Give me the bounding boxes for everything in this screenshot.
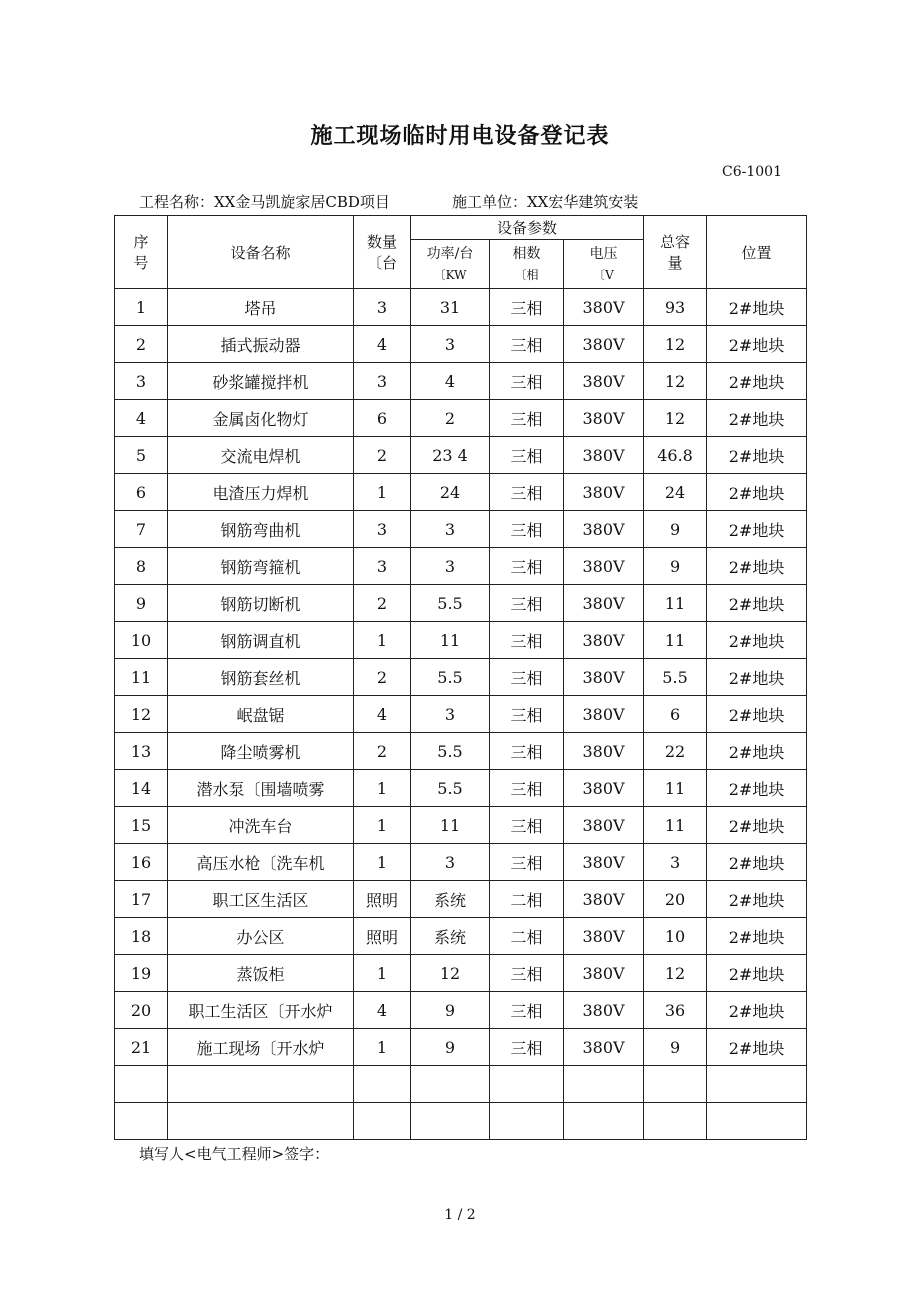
cell-voltage: 380V [564,696,644,733]
table-row [115,733,807,770]
cell-voltage [564,1066,644,1103]
cell-seq [115,1103,168,1140]
header-name: 设备名称 [168,216,354,289]
table-row [115,659,807,696]
table-row [115,807,807,844]
cell-voltage: 380V [564,622,644,659]
cell-name: 钢筋弯箍机 [168,548,354,585]
cell-location: 2#地块 [707,844,807,881]
cell-power: 23 4 [411,437,490,474]
cell-location: 2#地块 [707,992,807,1029]
header-phase-line1: 相数 [512,245,541,262]
cell-location [707,1103,807,1140]
cell-phase: 二相 [490,918,564,955]
cell-total [644,1066,707,1103]
cell-power: 系统 [411,881,490,918]
cell-voltage: 380V [564,289,644,326]
cell-power: 9 [411,1029,490,1066]
cell-total: 9 [644,1029,707,1066]
header-qty [354,216,411,289]
table-row [115,437,807,474]
cell-phase: 三相 [490,659,564,696]
cell-seq: 7 [115,511,168,548]
cell-total: 46.8 [644,437,707,474]
cell-name: 金属卤化物灯 [168,400,354,437]
cell-qty: 2 [354,659,411,696]
cell-name: 钢筋套丝机 [168,659,354,696]
cell-voltage: 380V [564,474,644,511]
cell-location: 2#地块 [707,770,807,807]
cell-seq: 16 [115,844,168,881]
cell-phase: 三相 [490,326,564,363]
cell-location: 2#地块 [707,918,807,955]
cell-voltage: 380V [564,400,644,437]
cell-voltage: 380V [564,326,644,363]
cell-qty: 1 [354,474,411,511]
cell-power: 3 [411,511,490,548]
cell-voltage: 380V [564,511,644,548]
cell-name: 钢筋切断机 [168,585,354,622]
cell-seq: 3 [115,363,168,400]
cell-name: 钢筋弯曲机 [168,511,354,548]
cell-voltage: 380V [564,363,644,400]
cell-phase: 三相 [490,770,564,807]
cell-total: 11 [644,770,707,807]
cell-total: 9 [644,511,707,548]
equipment-register-table [114,215,807,1140]
cell-location: 2#地块 [707,548,807,585]
cell-voltage: 380V [564,918,644,955]
cell-seq: 17 [115,881,168,918]
cell-qty: 1 [354,807,411,844]
table-row [115,918,807,955]
cell-location: 2#地块 [707,400,807,437]
cell-power: 5.5 [411,659,490,696]
cell-name: 冲洗车台 [168,807,354,844]
cell-qty: 4 [354,326,411,363]
cell-phase: 三相 [490,733,564,770]
cell-total: 11 [644,622,707,659]
page-number: 1 / 2 [444,1207,476,1223]
cell-location: 2#地块 [707,733,807,770]
cell-location: 2#地块 [707,696,807,733]
cell-phase: 三相 [490,400,564,437]
cell-voltage [564,1103,644,1140]
cell-total: 5.5 [644,659,707,696]
cell-qty: 照明 [354,881,411,918]
cell-power: 5.5 [411,585,490,622]
cell-total: 12 [644,400,707,437]
cell-phase: 三相 [490,548,564,585]
cell-power: 31 [411,289,490,326]
cell-name: 交流电焊机 [168,437,354,474]
cell-phase: 三相 [490,622,564,659]
cell-voltage: 380V [564,770,644,807]
cell-qty: 3 [354,548,411,585]
cell-qty: 2 [354,437,411,474]
table-row [115,585,807,622]
table-row [115,548,807,585]
cell-location: 2#地块 [707,585,807,622]
cell-power: 3 [411,844,490,881]
cell-name: 砂浆罐搅拌机 [168,363,354,400]
cell-name: 降尘喷雾机 [168,733,354,770]
cell-total: 12 [644,363,707,400]
header-seq-line2: 号 [133,254,149,272]
cell-name: 电渣压力焊机 [168,474,354,511]
header-power-line2: 〔KW [433,267,467,282]
cell-name: 高压水枪〔洗车机 [168,844,354,881]
cell-total: 11 [644,585,707,622]
table-row [115,955,807,992]
cell-name: 施工现场〔开水炉 [168,1029,354,1066]
table-row [115,770,807,807]
cell-power: 3 [411,696,490,733]
form-code: C6-1001 [722,164,782,180]
cell-seq: 2 [115,326,168,363]
cell-seq: 21 [115,1029,168,1066]
cell-phase: 三相 [490,363,564,400]
cell-seq: 14 [115,770,168,807]
cell-location [707,1066,807,1103]
cell-total: 22 [644,733,707,770]
cell-seq: 8 [115,548,168,585]
table-row [115,400,807,437]
cell-voltage: 380V [564,437,644,474]
cell-qty: 2 [354,733,411,770]
cell-location: 2#地块 [707,474,807,511]
header-power-line1: 功率/台 [426,245,474,262]
cell-name: 职工区生活区 [168,881,354,918]
cell-power: 11 [411,622,490,659]
cell-seq: 20 [115,992,168,1029]
cell-qty: 1 [354,622,411,659]
cell-seq: 5 [115,437,168,474]
header-seq [115,216,168,289]
cell-qty: 1 [354,955,411,992]
cell-seq: 12 [115,696,168,733]
cell-power [411,1103,490,1140]
cell-seq: 10 [115,622,168,659]
cell-qty: 照明 [354,918,411,955]
header-total-line1: 总容 [660,233,691,251]
cell-name: 办公区 [168,918,354,955]
table-row [115,881,807,918]
cell-voltage: 380V [564,844,644,881]
cell-seq: 9 [115,585,168,622]
cell-power: 系统 [411,918,490,955]
header-seq-line1: 序 [133,233,149,251]
cell-name: 职工生活区〔开水炉 [168,992,354,1029]
cell-voltage: 380V [564,992,644,1029]
header-total [644,216,707,289]
header-qty-line1: 数量 [366,233,397,251]
cell-total: 20 [644,881,707,918]
cell-total: 9 [644,548,707,585]
cell-seq [115,1066,168,1103]
cell-location: 2#地块 [707,289,807,326]
header-power [411,240,490,289]
header-phase [490,240,564,289]
cell-phase: 三相 [490,992,564,1029]
cell-power: 24 [411,474,490,511]
cell-power: 2 [411,400,490,437]
cell-qty: 6 [354,400,411,437]
cell-power: 12 [411,955,490,992]
table-row [115,326,807,363]
cell-phase [490,1066,564,1103]
cell-name: 钢筋调直机 [168,622,354,659]
cell-location: 2#地块 [707,511,807,548]
cell-power: 3 [411,548,490,585]
cell-total: 12 [644,326,707,363]
project-name: 工程名称：XX金马凯旋家居CBD项目 [139,193,390,211]
cell-qty [354,1066,411,1103]
cell-seq: 6 [115,474,168,511]
cell-location: 2#地块 [707,1029,807,1066]
header-voltage [564,240,644,289]
cell-voltage: 380V [564,585,644,622]
cell-power: 11 [411,807,490,844]
cell-power [411,1066,490,1103]
cell-location: 2#地块 [707,955,807,992]
cell-total: 12 [644,955,707,992]
cell-qty: 3 [354,511,411,548]
cell-seq: 11 [115,659,168,696]
cell-total: 11 [644,807,707,844]
cell-qty: 1 [354,1029,411,1066]
cell-phase: 三相 [490,955,564,992]
cell-qty: 2 [354,585,411,622]
table-row [115,844,807,881]
cell-phase: 三相 [490,807,564,844]
cell-phase: 二相 [490,881,564,918]
cell-location: 2#地块 [707,622,807,659]
cell-location: 2#地块 [707,807,807,844]
cell-voltage: 380V [564,807,644,844]
table-row [115,992,807,1029]
cell-power: 9 [411,992,490,1029]
cell-voltage: 380V [564,881,644,918]
cell-total: 93 [644,289,707,326]
cell-location: 2#地块 [707,881,807,918]
cell-phase: 三相 [490,585,564,622]
cell-phase: 三相 [490,511,564,548]
signature-label: 填写人<电气工程师>签字： [139,1145,330,1163]
cell-voltage: 380V [564,1029,644,1066]
cell-name: 塔吊 [168,289,354,326]
cell-name [168,1103,354,1140]
cell-total: 6 [644,696,707,733]
header-voltage-line1: 电压 [589,245,618,262]
cell-qty [354,1103,411,1140]
table-row [115,1103,807,1140]
header-qty-line2: 〔台 [366,254,397,272]
table-row [115,622,807,659]
cell-location: 2#地块 [707,659,807,696]
cell-location: 2#地块 [707,363,807,400]
table-row [115,474,807,511]
cell-phase: 三相 [490,474,564,511]
cell-total: 24 [644,474,707,511]
cell-seq: 1 [115,289,168,326]
cell-total: 3 [644,844,707,881]
cell-total: 10 [644,918,707,955]
cell-phase [490,1103,564,1140]
cell-name: 插式振动器 [168,326,354,363]
header-phase-line2: 〔相 [514,267,539,282]
cell-total: 36 [644,992,707,1029]
header-total-line2: 量 [667,254,683,272]
header-params: 设备参数 [411,216,644,240]
document-title: 施工现场临时用电设备登记表 [310,123,610,149]
cell-name: 岷盘锯 [168,696,354,733]
cell-voltage: 380V [564,955,644,992]
cell-phase: 三相 [490,1029,564,1066]
cell-name: 潜水泵〔围墙喷雾 [168,770,354,807]
cell-phase: 三相 [490,437,564,474]
table-row [115,696,807,733]
cell-qty: 3 [354,289,411,326]
cell-seq: 4 [115,400,168,437]
cell-total [644,1103,707,1140]
cell-qty: 4 [354,992,411,1029]
cell-phase: 三相 [490,696,564,733]
cell-seq: 15 [115,807,168,844]
cell-qty: 4 [354,696,411,733]
cell-power: 5.5 [411,770,490,807]
cell-power: 4 [411,363,490,400]
cell-phase: 三相 [490,289,564,326]
cell-voltage: 380V [564,659,644,696]
header-voltage-line2: 〔V [593,267,614,282]
cell-seq: 18 [115,918,168,955]
table-row [115,289,807,326]
cell-location: 2#地块 [707,326,807,363]
cell-qty: 1 [354,770,411,807]
cell-qty: 3 [354,363,411,400]
table-body [115,289,807,1140]
cell-location: 2#地块 [707,437,807,474]
table-row [115,1066,807,1103]
cell-seq: 13 [115,733,168,770]
cell-phase: 三相 [490,844,564,881]
cell-name: 蒸饭柜 [168,955,354,992]
cell-power: 3 [411,326,490,363]
cell-qty: 1 [354,844,411,881]
cell-seq: 19 [115,955,168,992]
table-row [115,1029,807,1066]
table-row [115,363,807,400]
cell-name [168,1066,354,1103]
cell-power: 5.5 [411,733,490,770]
header-location: 位置 [707,216,807,289]
cell-voltage: 380V [564,548,644,585]
cell-voltage: 380V [564,733,644,770]
construction-unit: 施工单位：XX宏华建筑安装 [452,193,639,211]
table-row [115,511,807,548]
